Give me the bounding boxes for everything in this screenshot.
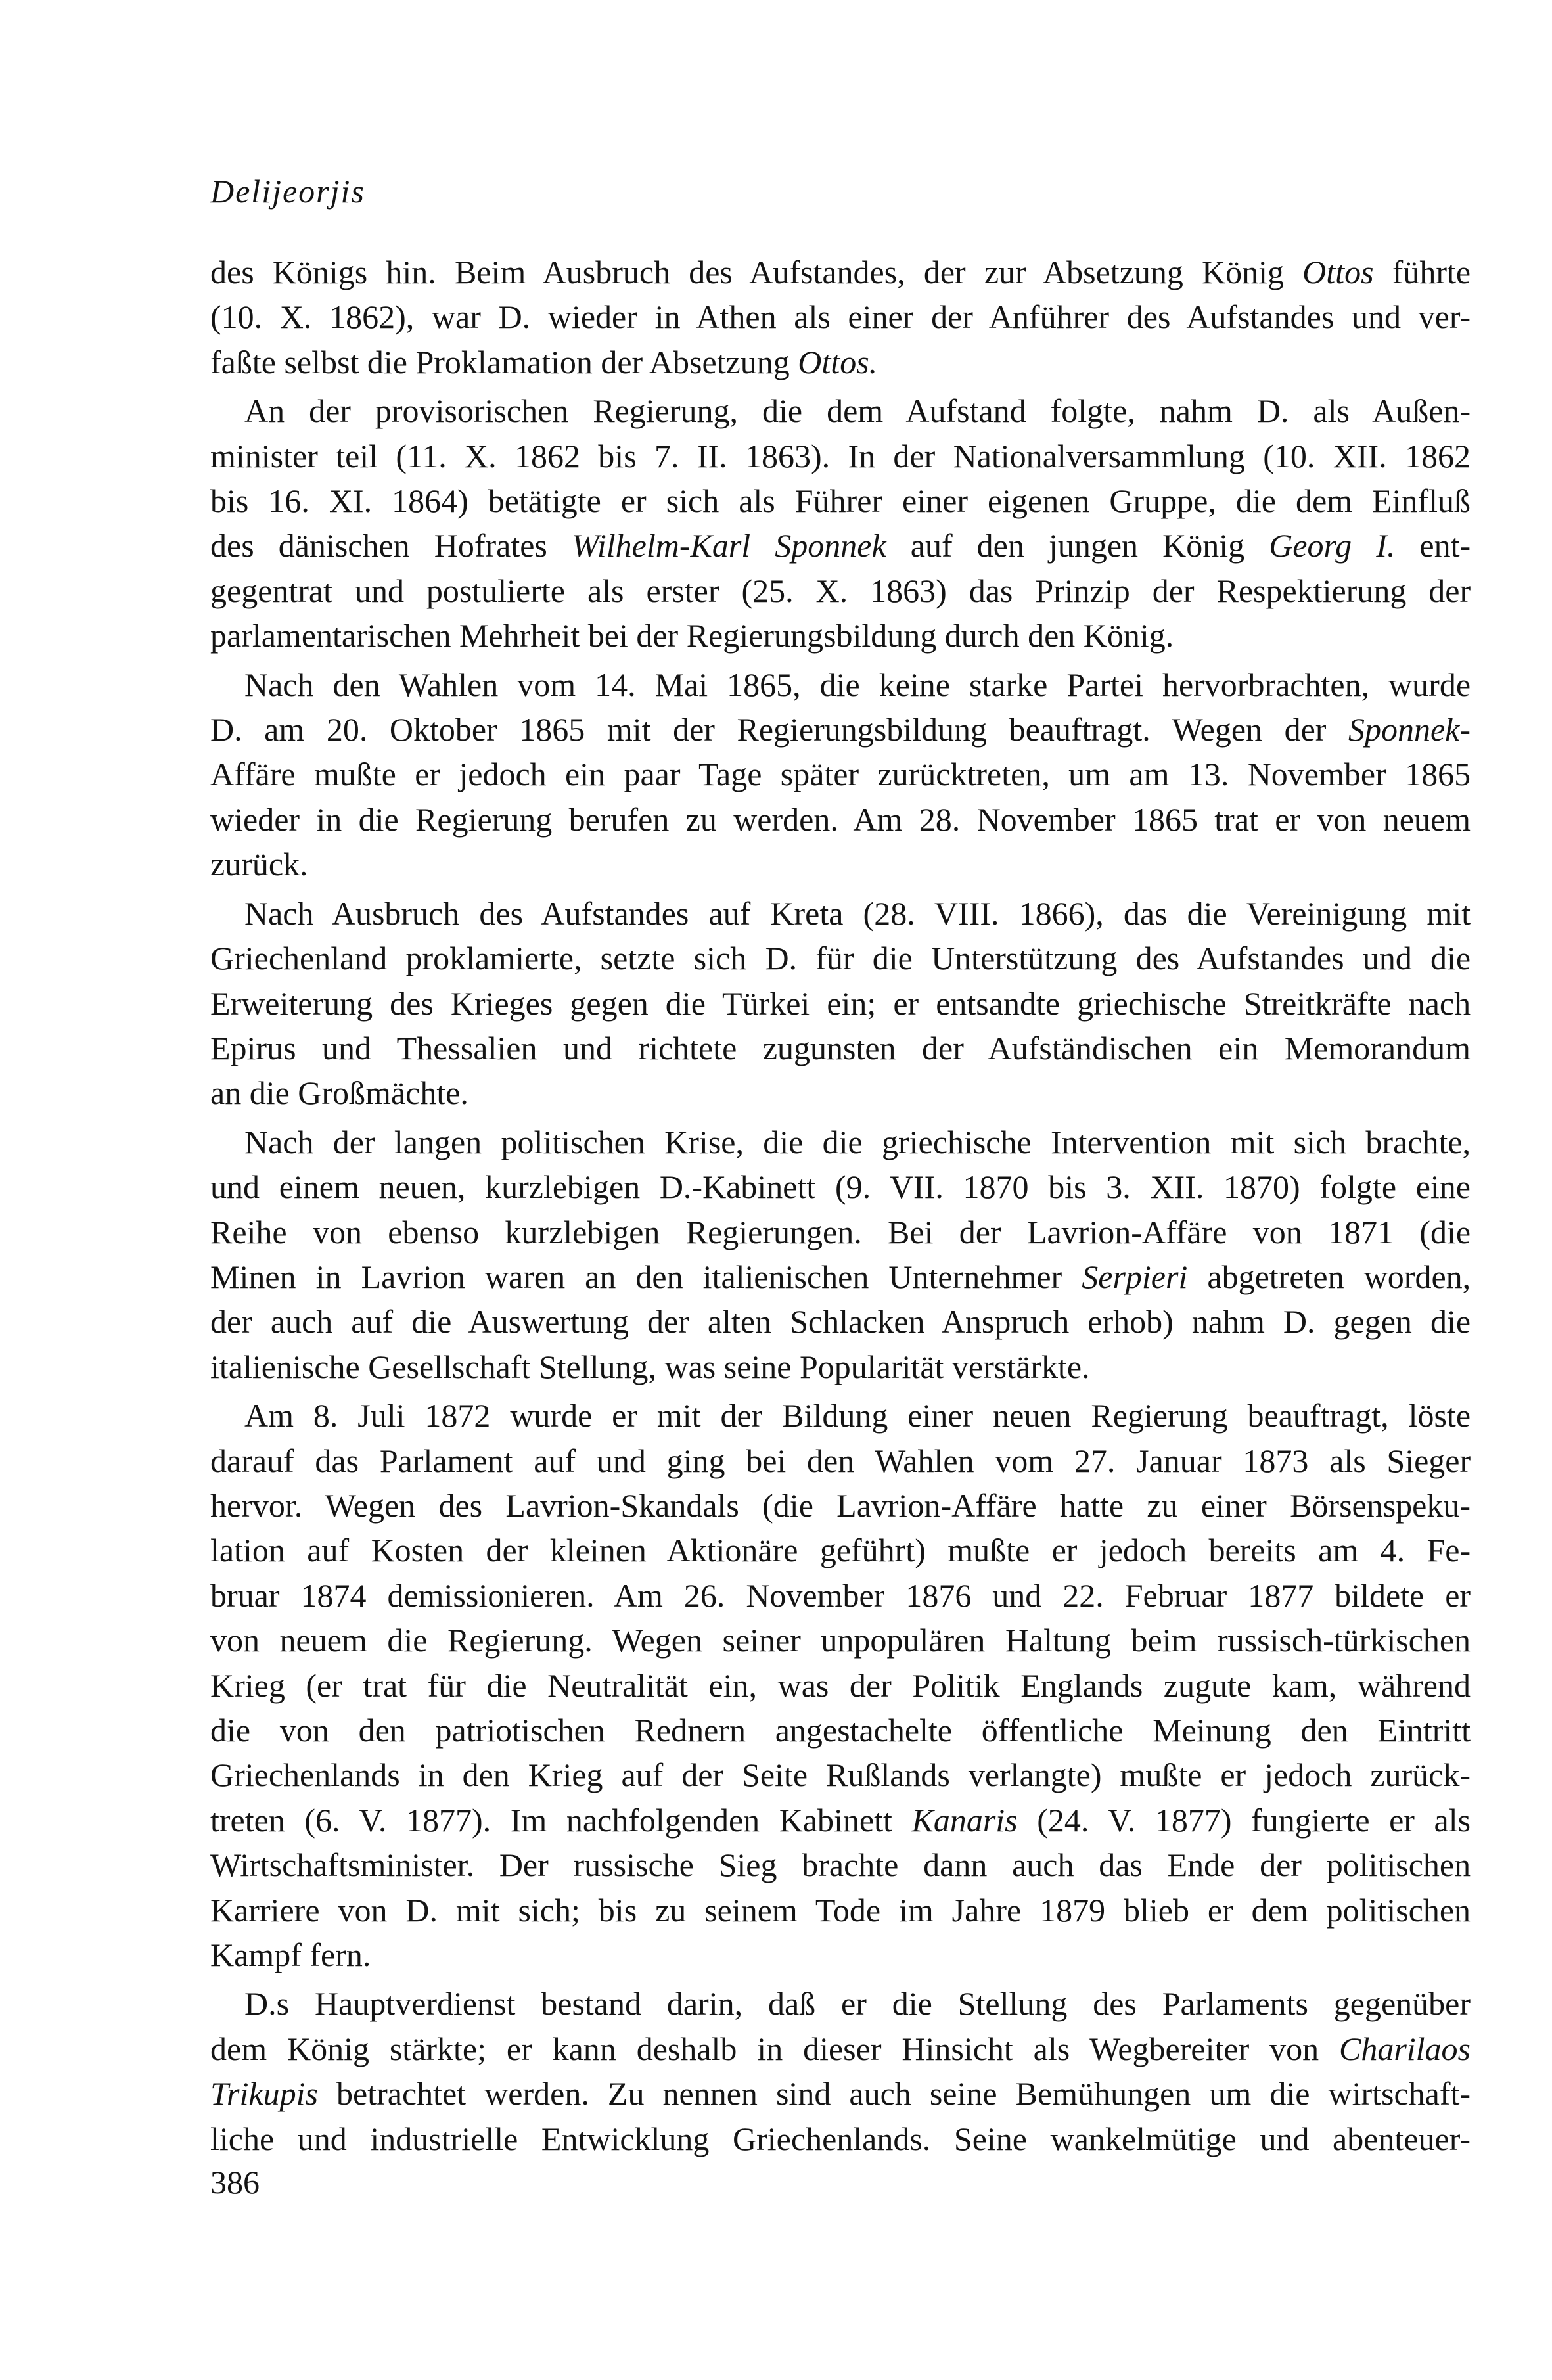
text-line: D. am 20. Oktober 1865 mit der Regierungsbildung beauftragt. Wegen der Sponnek-: [210, 711, 1471, 748]
paragraph: [210, 388, 1471, 658]
text-line: Reihe von ebenso kurzlebigen Regierungen. Bei der Lavrion-Affäre von 1871 (die: [210, 1213, 1471, 1250]
text-line: Griechenland proklamierte, setzte sich D. für die Unterstützung des Aufstandes und die: [210, 940, 1471, 977]
text-line: bruar 1874 demissionieren. Am 26. November 1876 und 22. Februar 1877 bildete er: [210, 1576, 1471, 1614]
text-line: darauf das Parlament auf und ging bei den Wahlen vom 27. Januar 1873 als Sieger: [210, 1442, 1471, 1479]
text-line: Krieg (er trat für die Neutralität ein, was der Politik Englands zugute kam, während: [210, 1666, 1471, 1704]
text-line: Kampf fern.: [210, 1936, 371, 1974]
text-line: faßte selbst die Proklamation der Absetzung Ottos.: [210, 343, 878, 380]
paragraph: [210, 250, 1471, 384]
text-line: gegentrat und postulierte als erster (25. X. 1863) das Prinzip der Respektierung der: [210, 572, 1471, 609]
running-head: Delijeorjis: [210, 173, 365, 210]
text-line: minister teil (11. X. 1862 bis 7. II. 1863). In der Nationalversammlung (10. XII. 1862: [210, 437, 1471, 474]
text-line: hervor. Wegen des Lavrion-Skandals (die Lavrion-Affäre hatte zu einer Börsenspeku-: [210, 1486, 1471, 1524]
text-line: liche und industrielle Entwicklung Griechenlands. Seine wankelmütige und abenteuer-: [210, 2120, 1471, 2157]
text-line: Nach den Wahlen vom 14. Mai 1865, die keine starke Partei hervorbrachten, wurde: [244, 666, 1471, 703]
text-line: italienische Gesellschaft Stellung, was seine Popularität verstärkte.: [210, 1348, 1090, 1385]
text-line: an die Großmächte.: [210, 1074, 468, 1112]
text-line: An der provisorischen Regierung, die dem Aufstand folgte, nahm D. als Außen-: [244, 392, 1471, 430]
text-line: lation auf Kosten der kleinen Aktionäre geführt) mußte er jedoch bereits am 4. Fe-: [210, 1532, 1471, 1569]
text-line: parlamentarischen Mehrheit bei der Regierungsbildung durch den König.: [210, 617, 1174, 654]
text-line: zurück.: [210, 846, 308, 883]
text-line: von neuem die Regierung. Wegen seiner unpopulären Haltung beim russisch-türkischen: [210, 1622, 1471, 1659]
text-line: Nach Ausbruch des Aufstandes auf Kreta (28. VIII. 1866), das die Vereinigung mit: [244, 894, 1471, 932]
text-line: Minen in Lavrion waren an den italienischen Unternehmer Serpieri abgetreten worden,: [210, 1258, 1471, 1295]
text-line: Erweiterung des Krieges gegen die Türkei ein; er entsandte griechische Streitkräfte nach: [210, 984, 1471, 1022]
text-line: bis 16. XI. 1864) betätigte er sich als Führer einer eigenen Gruppe, die dem Einfluß: [210, 482, 1471, 520]
body-text: [210, 250, 1471, 2165]
text-line: Karriere von D. mit sich; bis zu seinem Tode im Jahre 1879 blieb er dem politischen: [210, 1891, 1471, 1929]
text-line: D.s Hauptverdienst bestand darin, daß er die Stellung des Parlaments gegenüber: [244, 1985, 1471, 2023]
text-line: die von den patriotischen Rednern angestachelte öffentliche Meinung den Eintritt: [210, 1712, 1471, 1749]
paragraph: [210, 1393, 1471, 1977]
text-line: Am 8. Juli 1872 wurde er mit der Bildung einer neuen Regierung beauftragt, löste: [244, 1397, 1471, 1434]
text-line: Nach der langen politischen Krise, die die griechische Intervention mit sich brachte,: [244, 1123, 1471, 1160]
text-line: Epirus und Thessalien und richtete zugunsten der Aufständischen ein Memorandum: [210, 1029, 1471, 1066]
text-line: Trikupis betrachtet werden. Zu nennen sind auch seine Bemühungen um die wirtschaft-: [210, 2075, 1471, 2113]
text-line: wieder in die Regierung berufen zu werden. Am 28. November 1865 trat er von neuem: [210, 800, 1471, 838]
text-line: Griechenlands in den Krieg auf der Seite Rußlands verlangte) mußte er jedoch zurück-: [210, 1756, 1471, 1794]
text-line: (10. X. 1862), war D. wieder in Athen als einer der Anführer des Aufstandes und ver-: [210, 298, 1471, 336]
text-line: der auch auf die Auswertung der alten Schlacken Anspruch erhob) nahm D. gegen die: [210, 1303, 1471, 1340]
text-line: des Königs hin. Beim Ausbruch des Aufstandes, der zur Absetzung König Ottos führte: [210, 254, 1471, 290]
text-line: dem König stärkte; er kann deshalb in dieser Hinsicht als Wegbereiter von Charilaos: [210, 2030, 1471, 2067]
paragraph: [210, 1120, 1471, 1389]
paragraph: [210, 891, 1471, 1116]
text-line: treten (6. V. 1877). Im nachfolgenden Kabinett Kanaris (24. V. 1877) fungierte er als: [210, 1801, 1471, 1839]
paragraph: [210, 662, 1471, 887]
page-number: 386: [210, 2164, 260, 2201]
paragraph: [210, 1981, 1471, 2161]
text-line: Affäre mußte er jedoch ein paar Tage später zurücktreten, um am 13. November 1865: [210, 756, 1471, 793]
text-line: des dänischen Hofrates Wilhelm-Karl Sponnek auf den jungen König Georg I. ent-: [210, 527, 1471, 564]
text-line: Wirtschaftsminister. Der russische Sieg brachte dann auch das Ende der politischen: [210, 1846, 1471, 1884]
text-line: und einem neuen, kurzlebigen D.-Kabinett (9. VII. 1870 bis 3. XII. 1870) folgte eine: [210, 1168, 1471, 1206]
